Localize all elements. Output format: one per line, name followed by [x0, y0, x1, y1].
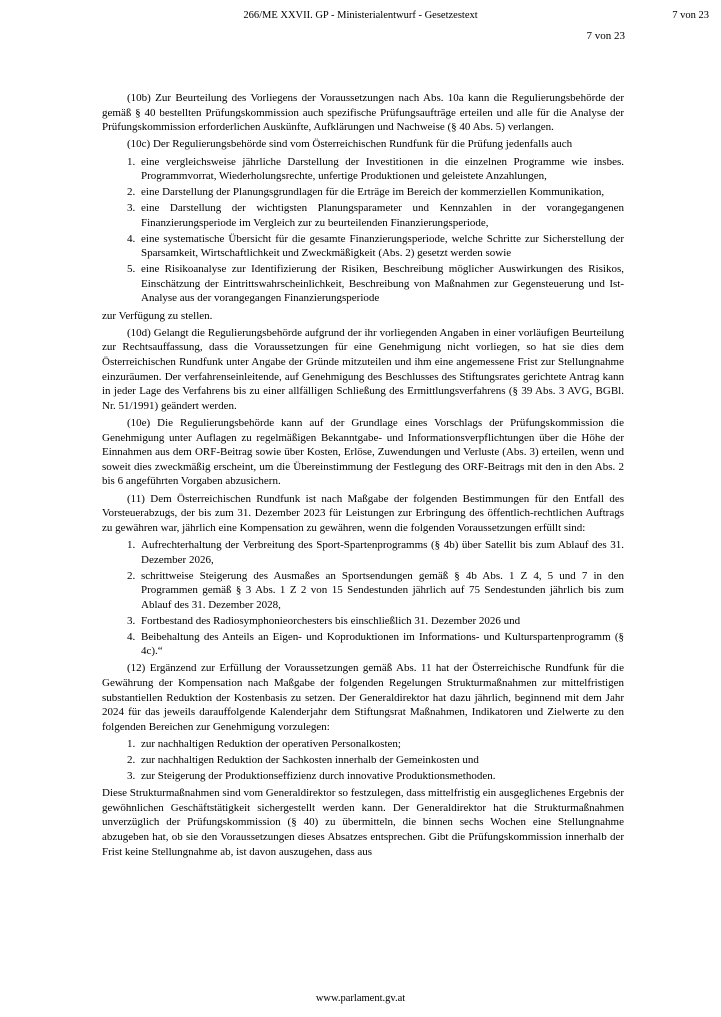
list-item-number: 4.: [127, 630, 136, 643]
paragraph-10d: (10d) Gelangt die Regulierungsbehörde aufgrund der ihr vorliegenden Angaben in einer vorläufigen Beurteilung zur Rechtsauffassung, dass die Voraussetzungen für eine Genehmigung nicht vorliegen, so hat sie dies dem Österreichischen Rundfunk unter Angabe der Gründe mitzuteilen und ihm eine angemessene Frist zur Stellungnahme einzuräumen. Der verfahrenseinleitende, auf Genehmigung des Beschlusses des Stiftungsrates gerichtete Antrag kann in jeder Lage des Verfahrens bis zu einer allfälligen Schließung des Ermittlungsverfahrens (§ 39 Abs. 3 AVG, BGBl. Nr. 51/1991) geändert werden.: [102, 326, 624, 412]
list-item-text: eine Risikoanalyse zur Identifizierung der Risiken, Beschreibung möglicher Auswirkungen des Risikos, Einschätzung der Eintrittswahrscheinlichkeit, Beschreibung von Maßnahmen zur Gegensteuerung und Ist-Analyse aus der vorangegangen Finanzierungsperiode: [141, 263, 624, 305]
list-11: [102, 538, 624, 659]
list-item-number: 4.: [127, 232, 136, 245]
list-item-text: Beibehaltung des Anteils an Eigen- und Koproduktionen im Informations- und Kulturspartenprogramm (§ 4c).“: [141, 630, 624, 658]
list-item-text: Fortbestand des Radiosymphonieorchesters bis einschließlich 31. Dezember 2026 und: [141, 614, 521, 627]
list-12: [102, 737, 624, 784]
paragraph-11: (11) Dem Österreichischen Rundfunk ist nach Maßgabe der folgenden Bestimmungen für den Entfall des Vorsteuerabzugs, der bis zum 31. Dezember 2023 für Leistungen zur Erbringung des öffentlich-rechtlichen Auftrags zu gewähren war, jährlich eine Kompensation zu gewähren, wenn die folgenden Voraussetzungen erfüllt sind:: [102, 492, 624, 534]
list-item-number: 3.: [127, 769, 136, 782]
paragraph-12: (12) Ergänzend zur Erfüllung der Voraussetzungen gemäß Abs. 11 hat der Österreichische Rundfunk für die Gewährung der Kompensation nach Maßgabe der folgenden Regelungen Strukturmaßnahmen zur mittelfristigen substantiellen Reduktion der Kostenbasis zu setzen. Der Generaldirektor hat dazu jährlich, beginnend mit dem Jahr 2024 für das jeweils darauffolgende Kalenderjahr dem Stiftungsrat Maßnahmen, Indikatoren und Zielwerte zu den folgenden Bereichen zur Genehmigung vorzulegen:: [102, 662, 624, 733]
list-item-text: eine vergleichsweise jährliche Darstellung der Investitionen in die einzelnen Programme wie insbes. Programmvorrat, Wiederholungsrechte, unfertige Produktionen und geleistete Anzahlungen,: [141, 155, 624, 183]
list-item-number: 3.: [127, 614, 136, 627]
list-item-number: 1.: [127, 738, 136, 751]
paragraph-10c: (10c) Der Regulierungsbehörde sind vom Österreichischen Rundfunk für die Prüfung jedenfalls auch: [127, 138, 573, 151]
paragraph-10c-end: zur Verfügung zu stellen.: [102, 309, 213, 322]
paragraph-10e: (10e) Die Regulierungsbehörde kann auf der Grundlage eines Vorschlags der Prüfungskommission die Genehmigung unter Auflagen zu regelmäßigen Bekanntgabe- und Informationsverpflichtungen über die Höhe der Einnahmen aus dem ORF-Beitrag sowie über Kosten, Erlöse, Zuwendungen und Verluste (Abs. 3) erteilen, wenn und soweit dies zweckmäßig erscheint, um die Übereinstimmung der Festlegung des ORF-Beitrags mit den in den Abs. 2 bis 6 angeführten Vorgaben abzusichern.: [102, 417, 624, 488]
list-item: [127, 614, 624, 629]
list-item-text: zur nachhaltigen Reduktion der Sachkosten innerhalb der Gemeinkosten und: [141, 754, 479, 766]
list-item-number: 2.: [127, 754, 136, 766]
list-item-text: eine systematische Übersicht für die gesamte Finanzierungsperiode, welche Schritte zur Sicherstellung der Sparsamkeit, Wirtschaftlichkeit und Zweckmäßigkeit (Abs. 2) gesetzt werden sowie: [141, 232, 624, 260]
list-item: [127, 569, 624, 613]
list-item: [127, 155, 624, 184]
list-item-number: 1.: [127, 538, 136, 551]
paragraph-10b: (10b) Zur Beurteilung des Vorliegens der Voraussetzungen nach Abs. 10a kann die Regulierungsbehörde der gemäß § 40 bestellten Prüfungskommission auch spezifische Prüfungsaufträge erteilen und alle für die Analyse der Prüfungskommission erforderlichen Auskünfte, Aufklärungen und Nachweise (§ 40 Abs. 5) verlangen.: [102, 92, 624, 134]
list-item-number: 2.: [127, 186, 136, 199]
list-item-number: 1.: [127, 155, 136, 168]
paragraph-12-end: Diese Strukturmaßnahmen sind vom Generaldirektor so festzulegen, dass mittelfristig ein ausgeglichenes Ergebnis der gewöhnlichen Geschäftstätigkeit sichergestellt werden kann. Der Generaldirektor hat die Strukturmaßnahmen unverzüglich der Prüfungskommission (§ 40) zu übermitteln, die binnen sechs Wochen eine Stellungnahme abzugeben hat, ob sie den Voraussetzungen dieses Absatzes entsprechen. Gibt die Prüfungskommission innerhalb der Frist keine Stellungnahme ab, ist davon auszugehen, dass aus: [102, 787, 624, 858]
list-item-text: Aufrechterhaltung der Verbreitung des Sport-Spartenprogramms (§ 4b) über Satellit bis zum Ablauf des 31. Dezember 2026,: [141, 538, 624, 566]
list-item-number: 5.: [127, 263, 136, 276]
list-item-text: schrittweise Steigerung des Ausmaßes an Sportsendungen gemäß § 4b Abs. 1 Z 4, 5 und 7 in den Programmen gemäß § 3 Abs. 1 Z 2 von 15 Sendestunden jährlich auf 75 Sendestunden jährlich bis zum Ablauf des 31. Dezember 2028,: [141, 569, 624, 611]
list-item: [127, 737, 624, 752]
list-item-text: eine Darstellung der Planungsgrundlagen für die Erträge im Bereich der kommerziellen Kommunikation,: [141, 186, 605, 199]
page-number: 7 von 23: [586, 30, 625, 42]
list-item: [127, 262, 624, 306]
list-item: [127, 630, 624, 659]
list-item-number: 3.: [127, 202, 136, 215]
list-item: [127, 769, 624, 784]
footer-url: www.parlament.gv.at: [315, 993, 406, 1004]
header-page-indicator: 7 von 23: [672, 10, 709, 21]
list-item: [127, 185, 624, 200]
list-item-text: zur Steigerung der Produktionseffizienz durch innovative Produktionsmethoden.: [141, 769, 496, 782]
list-item: [127, 538, 624, 567]
document-body: [102, 91, 624, 862]
list-10c: [102, 155, 624, 307]
header-document-title: 266/ME XXVII. GP - Ministerialentwurf - Gesetzestext: [243, 10, 478, 21]
list-item: [127, 232, 624, 261]
list-item: [127, 201, 624, 230]
list-item-text: eine Darstellung der wichtigsten Planungsparameter und Kennzahlen in der vorangegangenen Finanzierungsperiode im Vergleich zur zu beurteilenden Finanzierungsperiode,: [141, 202, 624, 229]
list-item-text: zur nachhaltigen Reduktion der operativen Personalkosten;: [141, 738, 401, 751]
list-item: [127, 753, 624, 768]
list-item-number: 2.: [127, 569, 136, 582]
